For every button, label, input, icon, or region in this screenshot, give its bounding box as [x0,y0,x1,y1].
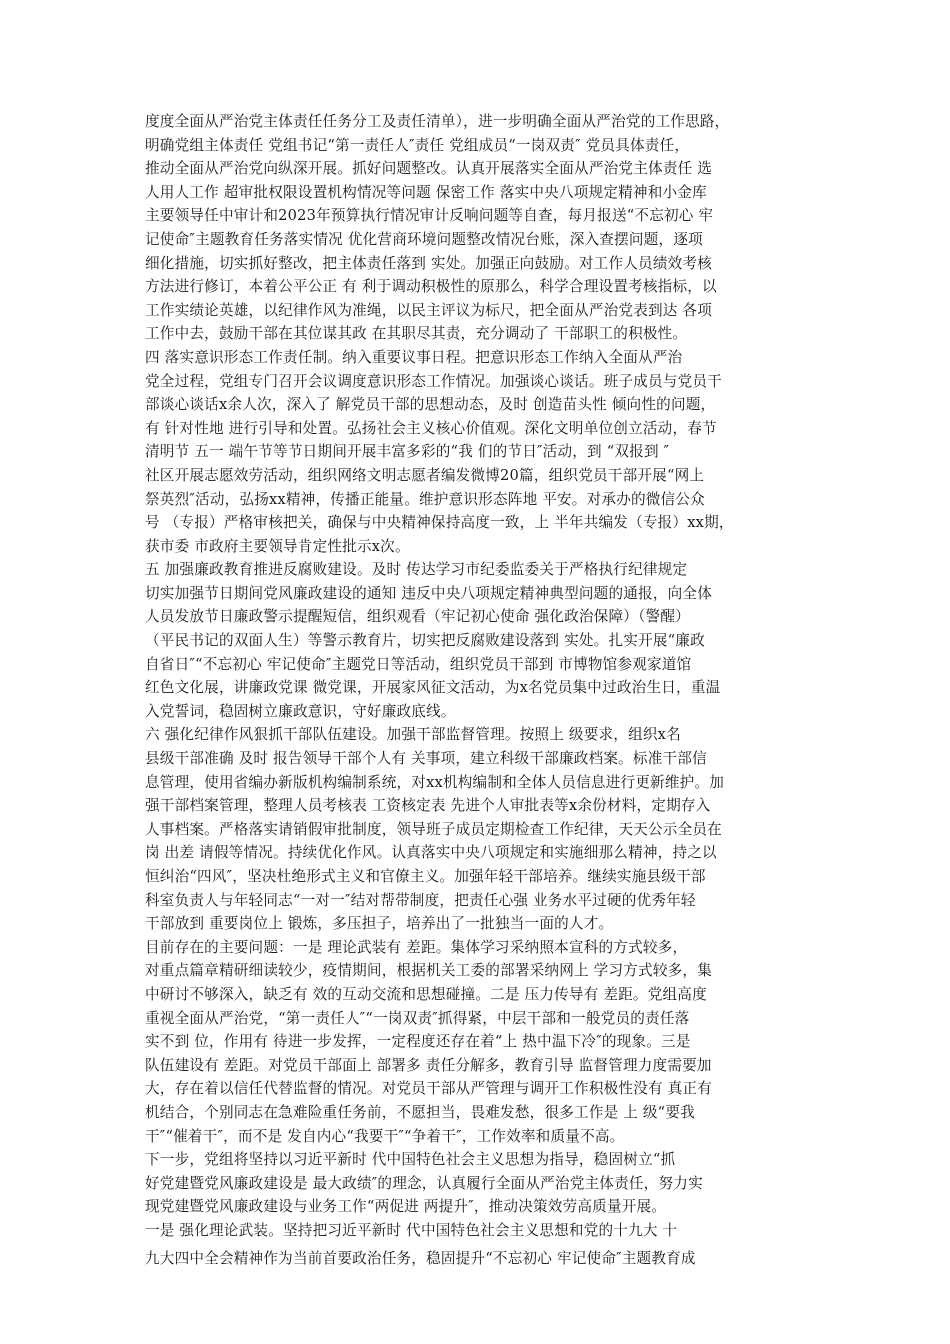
text-line: 自省日″“不忘初心 牢记使命″主题党日等活动，组织党员干部到 市博物馆参观家道馆 [145,655,692,673]
document-body [145,110,805,1270]
text-line: 工作中去，鼓励干部在其位谋其政 在其职尽其责，充分调动了 干部职工的积极性。 [145,325,688,343]
text-line: 人事档案。严格落实请销假审批制度，领导班子成员定期检查工作纪律，天天公示全员在 [145,820,722,838]
text-line: 大，存在着以信任代替监督的情况。对党员干部从严管理与调开工作积极性没有 真正有 [145,1080,713,1098]
text-line: 获市委 市政府主要领导肯定性批示x次。 [145,537,410,555]
text-line: 机结合，个别同志在急难险重任务前，不愿担当，畏难发愁，很多工作是 上 级“要我 [145,1103,695,1121]
text-line: 岗 出差 请假等情况。持续优化作风。认真落实中央八项规定和实施细那么精神，持之以 [145,844,717,862]
text-line: 工作实绩论英雄，以纪律作风为准绳，以民主评议为标尺，把全面从严治党表到达 各项 [145,301,713,319]
text-line: 息管理，使用省编办新版机构编制系统，对xx机构编制和全体人员信息进行更新维护。加 [145,773,725,791]
text-line: 五 加强廉政教育推进反腐败建设。及时 传达学习市纪委监委关于严格执行纪律规定 [145,561,688,579]
text-line: 方法进行修订，本着公平公正 有 利于调动积极性的原那么，科学合理设置考核指标，以 [145,278,717,296]
text-line: 有 针对性地 进行引导和处置。弘扬社会主义核心价值观。深化文明单位创立活动，春节 [145,419,717,437]
text-line: 干部放到 重要岗位上 锻炼，多压担子，培养出了一批独当一面的人才。 [145,915,614,933]
text-line: 祭英烈″活动，弘扬xx精神，传播正能量。维护意识形态阵地 平安。对承办的微信公众 [145,490,705,508]
text-line: 实不到 位，作用有 待进一步发挥，一定程度还存在着“上 热中温下冷″的现象。三是 [145,1033,691,1051]
text-line: 人员发放节日廉政警示提醒短信，组织观看（牢记初心使命 强化政治保障）（警醒） [145,608,690,626]
text-line: 人用人工作 超审批权限设置机构情况等问题 保密工作 落实中央八项规定精神和小金库 [145,183,707,201]
text-line: 党全过程，党组专门召开会议调度意识形态工作情况。加强谈心谈话。班子成员与党员干 [145,372,722,390]
text-line: 推动全面从严治党向纵深开展。抓好问题整改。认真开展落实全面从严治党主体责任 选 [145,160,713,178]
text-line: 号 （专报）严格审核把关，确保与中央精神保持高度一致，上 半年共编发（专报）xx期， [145,514,734,532]
text-line: 干″“催着干″，而不是 发自内心“我要干″“争着干″，工作效率和质量不高。 [145,1127,625,1145]
text-line: 记使命″主题教育任务落实情况 优化营商环境问题整改情况台账，深入查摆问题，逐项 [145,230,703,248]
text-line: 恒纠治“四风″，坚决杜绝形式主义和官僚主义。加强年轻干部培养。继续实施县级干部 [145,868,706,885]
text-line: 下一步，党组将坚持以习近平新时 代中国特色社会主义思想为指导，稳固树立“抓 [145,1151,676,1169]
text-line: （平民书记的双面人生）等警示教育片，切实把反腐败建设落到 实处。扎实开展“廉政 [145,632,705,650]
text-line: 主要领导任中审计和2023年预算执行情况审计反响问题等自查，每月报送“不忘初心 牢 [145,207,714,225]
text-line: 入党誓词，稳固树立廉政意识，守好廉政底线。 [145,702,456,720]
text-line: 细化措施，切实抓好整改，把主体责任落到 实处。加强正向鼓励。对工作人员绩效考核 [145,254,713,272]
text-line: 科室负责人与年轻同志“一对一″结对帮带制度，把责任心强 业务水平过硬的优秀年轻 [145,891,696,909]
text-line: 一是 强化理论武装。坚持把习近平新时 代中国特色社会主义思想和党的十九大 十 [145,1221,678,1239]
text-line: 六 强化纪律作风狠抓干部队伍建设。加强干部监督管理。按照上 级要求，组织x名 [145,726,681,744]
text-line: 度度全面从严治党主体责任任务分工及责任清单），进一步明确全面从严治党的工作思路， [145,113,730,130]
text-line: 明确党组主体责任 党组书记“第一责任人″责任 党组成员“一岗双责″ 党员具体责任， [145,136,690,154]
text-line: 队伍建设有 差距。对党员干部面上 部署多 责任分解多，教育引导 监督管理力度需要加 [145,1056,712,1074]
text-line: 目前存在的主要问题：一是 理论武装有 差距。集体学习采纳照本宣科的方式较多， [145,938,688,956]
text-line: 中研讨不够深入，缺乏有 效的互动交流和思想碰撞。二是 压力传导有 差距。党组高度 [145,985,707,1003]
text-line: 四 落实意识形态工作责任制。纳入重要议事日程。把意识形态工作纳入全面从严治 [145,348,683,366]
text-line: 九大四中全会精神作为当前首要政治任务，稳固提升“不忘初心 牢记使命″主题教育成 [145,1249,696,1267]
text-line: 清明节 五一 端午节等节日期间开展丰富多彩的“我 们的节日″活动，到 “双报到 ″ [145,443,670,461]
text-line: 红色文化展，讲廉政党课 微党课，开展家风征文活动，为x名党员集中过政治生日，重温 [145,679,721,697]
text-line: 好党建暨党风廉政建设是 最大政绩″的理念，认真履行全面从严治党主体责任，努力实 [145,1174,703,1192]
text-line: 重视全面从严治党，“第一责任人″“一岗双责″抓得紧，中层干部和一般党员的责任落 [145,1009,690,1027]
text-line: 对重点篇章精研细读较少，疫情期间，根据机关工委的部署采纳网上 学习方式较多，集 [145,962,713,980]
text-line: 部谈心谈话x余人次，深入了 解党员干部的思想动态，及时 创造苗头性 倾向性的问题， [145,396,716,414]
text-line: 社区开展志愿效劳活动，组织网络文明志愿者编发微博20篇，组织党员干部开展“网上 [145,466,705,484]
text-line: 县级干部准确 及时 报告领导干部个人有 关事项，建立科级干部廉政档案。标准干部信 [145,750,707,768]
text-line: 现党建暨党风廉政建设与业务工作“两促进 两提升″，推动决策效劳高质量开展。 [145,1198,667,1216]
text-line: 强干部档案管理，整理人员考核表 工资核定表 先进个人审批表等x余份材料，定期存入 [145,797,711,815]
text-line: 切实加强节日期间党风廉政建设的通知 违反中央八项规定精神典型问题的通报，向全体 [145,584,713,602]
